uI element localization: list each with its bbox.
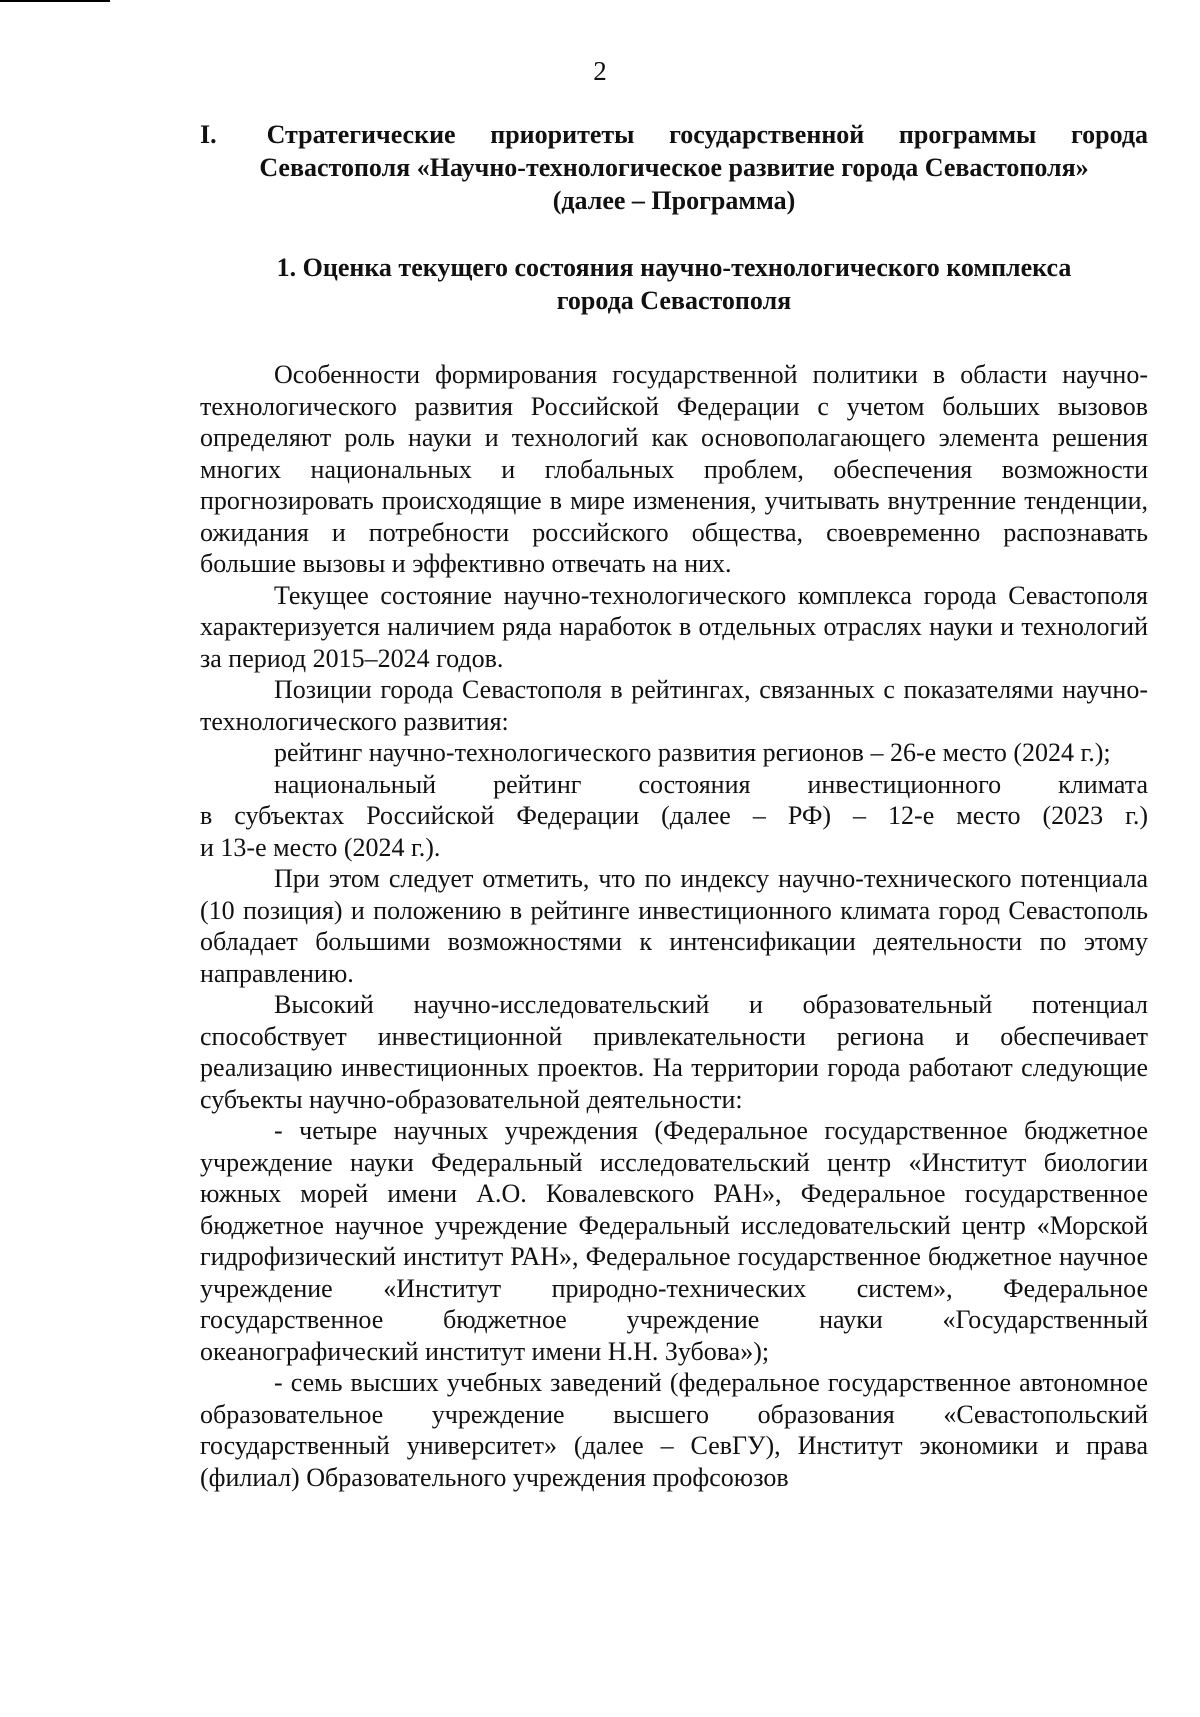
list-item-investment-rating-line2: в субъектах Российской Федерации (далее – РФ) – 12-е место (2023 г.) [200,801,1148,830]
list-item-universities: - семь высших учебных заведений (федеральное государственное автономное образовательное учреждение высшего образования «Севастопольский государственный университет» (далее – СевГУ), Институт экономики и права (филиал) Образовательного учреждения профсоюзов [200,1368,1148,1492]
body-text [200,359,1148,1493]
paragraph-research-potential: Высокий научно-исследовательский и образовательный потенциал способствует инвестиционной привлекательности региона и обеспечивает реализацию инвестиционных проектов. На территории города работают следующие субъекты научно-образовательной деятельности: [200,990,1148,1114]
subsection-title-line1: 1. Оценка текущего состояния научно-технологического комплекса [276,253,1072,282]
subsection-title-line2: города Севастополя [556,286,792,315]
section-title-part3: (далее – Программа) [552,186,796,215]
paragraph-current-state: Текущее состояние научно-технологического комплекса города Севастополя характеризуется наличием ряда наработок в отдельных отраслях науки и технологий за период 2015–2024 годов. [200,580,1148,673]
scan-corner-mark [0,0,110,2]
subsection-heading [200,251,1148,317]
section-number: I. [200,120,217,149]
page-number: 2 [593,56,607,86]
section-heading-line1 [200,118,1148,151]
document-page [200,118,1148,1493]
paragraph-potential-index: При этом следует отметить, что по индексу научно-технического потенциала (10 позиция) и положению в рейтинге инвестиционного климата город Севастополь обладает большими возможностями к интенсификации деятельности по этому направлению. [200,864,1148,988]
paragraph-state-policy: Особенности формирования государственной политики в области научно-технологического развития Российской Федерации с учетом больших вызовов определяют роль науки и технологий как основополагающего элемента решения многих национальных и глобальных проблем, обеспечения возможности прогнозировать происходящие в мире изменения, учитывать внутренние тенденции, ожидания и потребности российского общества, своевременно распознавать большие вызовы и эффективно отвечать на них. [200,360,1148,578]
list-item-scientific-institutions: - четыре научных учреждения (Федеральное государственное бюджетное учреждение науки Федеральный исследовательский центр «Институт биологии южных морей имени А.О. Ковалевского РАН», Федеральное государственное бюджетное научное учреждение Федеральный исследовательский центр «Морской гидрофизический институт РАН», Федеральное государственное бюджетное научное учреждение «Институт природно-технических систем», Федеральное государственное бюджетное учреждение науки «Государственный океанографический институт имени Н.Н. Зубова»); [200,1116,1148,1366]
section-heading [200,118,1148,217]
paragraph-rating-positions: Позиции города Севастополя в рейтингах, связанных с показателями научно-технологического развития: [200,675,1148,736]
list-item-investment-rating-line1: национальный рейтинг состояния инвестиционного климата [274,769,1148,799]
section-title-part1: Стратегические приоритеты государственной программы города [266,120,1148,149]
list-item-investment-rating-line3: и 13-е место (2024 г.). [200,832,441,862]
section-title-part2: Севастополя «Научно-технологическое развитие города Севастополя» [259,153,1089,182]
list-item-tech-rating: рейтинг научно-технологического развития регионов – 26-е место (2024 г.); [274,738,1111,767]
